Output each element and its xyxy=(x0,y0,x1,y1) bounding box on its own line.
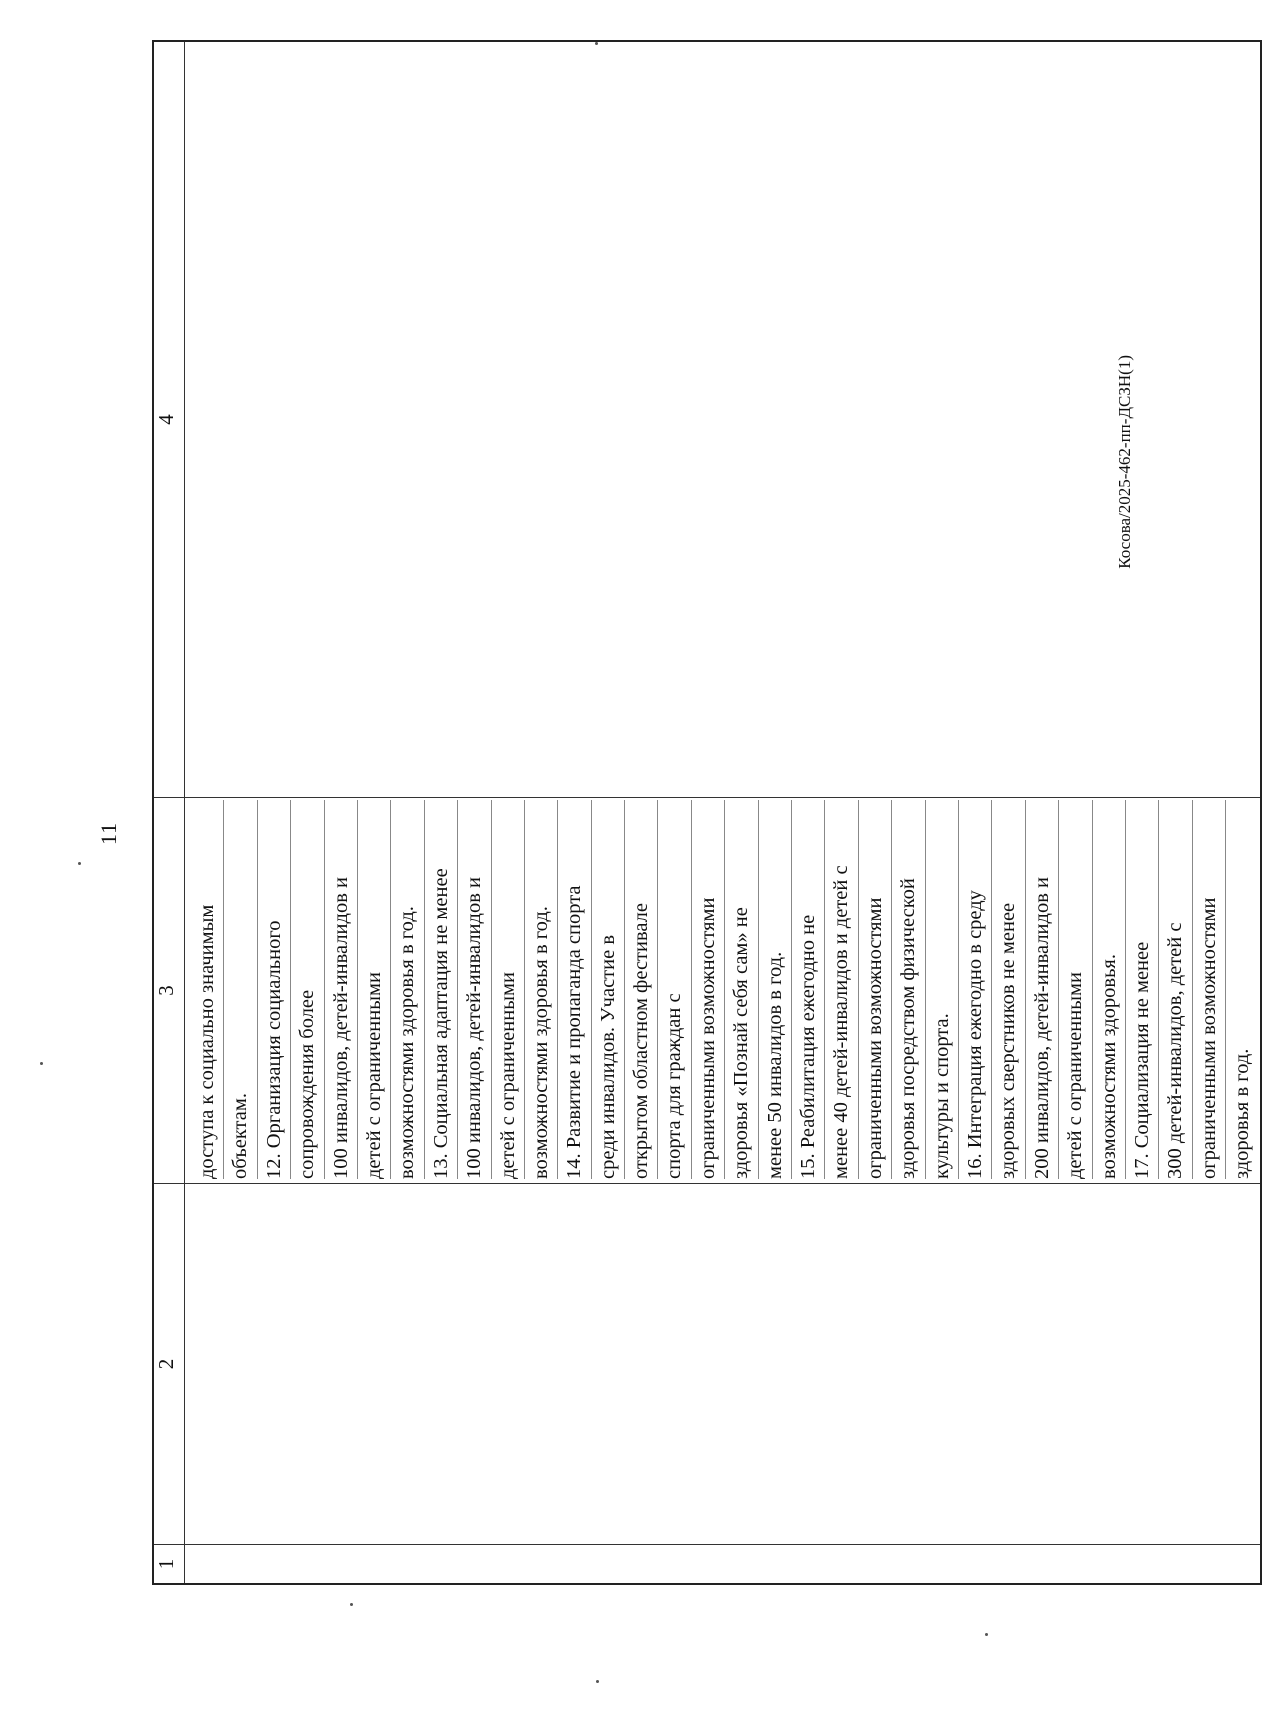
text-line: 100 инвалидов, детей-инвалидов и xyxy=(458,800,491,1179)
scan-speck xyxy=(350,1603,353,1606)
document-code: Косова/2025-462-пп-ДСЗН(1) xyxy=(1115,355,1134,569)
scan-speck xyxy=(985,1633,988,1636)
text-line: здоровья посредством физической xyxy=(892,800,925,1179)
page-number: 11 xyxy=(96,821,121,845)
text-line: спорта для граждан с xyxy=(658,800,691,1179)
text-line: детей с ограниченными xyxy=(1059,800,1092,1179)
table-header-row xyxy=(153,41,185,1584)
text-line: здоровья «Познай себя сам» не xyxy=(725,800,758,1179)
scan-speck xyxy=(78,862,81,865)
header-col-3: 3 xyxy=(153,798,185,1184)
text-line: детей с ограниченными xyxy=(358,800,391,1179)
text-line: среди инвалидов. Участие в xyxy=(592,800,625,1179)
text-line: 17. Социализация не менее xyxy=(1126,800,1159,1179)
text-line: ограниченными возможностями xyxy=(859,800,892,1179)
cell-col-3 xyxy=(185,798,1261,1184)
text-line: возможностями здоровья в год. xyxy=(391,800,424,1179)
cell-col-4 xyxy=(185,41,1261,798)
table-row xyxy=(185,41,1261,1584)
text-line: 300 детей-инвалидов, детей с xyxy=(1159,800,1192,1179)
text-line: 15. Реабилитация ежегодно не xyxy=(792,800,825,1179)
header-col-4: 4 xyxy=(153,41,185,798)
activities-text xyxy=(185,798,1260,1183)
header-col-1: 1 xyxy=(153,1545,185,1585)
text-line: здоровья в год. xyxy=(1231,1048,1254,1179)
continuation-table xyxy=(152,40,1262,1585)
text-line: сопровождения более xyxy=(291,800,324,1179)
cell-col-1 xyxy=(185,1545,1261,1585)
scan-speck xyxy=(595,42,598,45)
cell-col-2 xyxy=(185,1184,1261,1545)
scan-speck xyxy=(596,1680,599,1683)
text-line: культуры и спорта. xyxy=(926,800,959,1179)
text-line: объектам. xyxy=(224,800,257,1179)
text-line: доступа к социально значимым xyxy=(191,800,224,1179)
text-line: детей с ограниченными xyxy=(492,800,525,1179)
text-line: 14. Развитие и пропаганда спорта xyxy=(558,800,591,1179)
text-line: ограниченными возможностями xyxy=(1193,800,1226,1179)
text-line: 200 инвалидов, детей-инвалидов и xyxy=(1026,800,1059,1179)
text-line: 16. Интеграция ежегодно в среду xyxy=(959,800,992,1179)
text-line: ограниченными возможностями xyxy=(692,800,725,1179)
text-line: здоровых сверстников не менее xyxy=(992,800,1025,1179)
scan-speck xyxy=(40,1062,43,1065)
text-line: менее 40 детей-инвалидов и детей с xyxy=(825,800,858,1179)
text-line: менее 50 инвалидов в год. xyxy=(759,800,792,1179)
text-line: возможностями здоровья. xyxy=(1093,800,1126,1179)
header-col-2: 2 xyxy=(153,1184,185,1545)
text-line: открытом областном фестивале xyxy=(625,800,658,1179)
text-line: возможностями здоровья в год. xyxy=(525,800,558,1179)
text-line: 13. Социальная адаптация не менее xyxy=(425,800,458,1179)
text-line: 12. Организация социального xyxy=(258,800,291,1179)
text-line: 100 инвалидов, детей-инвалидов и xyxy=(325,800,358,1179)
